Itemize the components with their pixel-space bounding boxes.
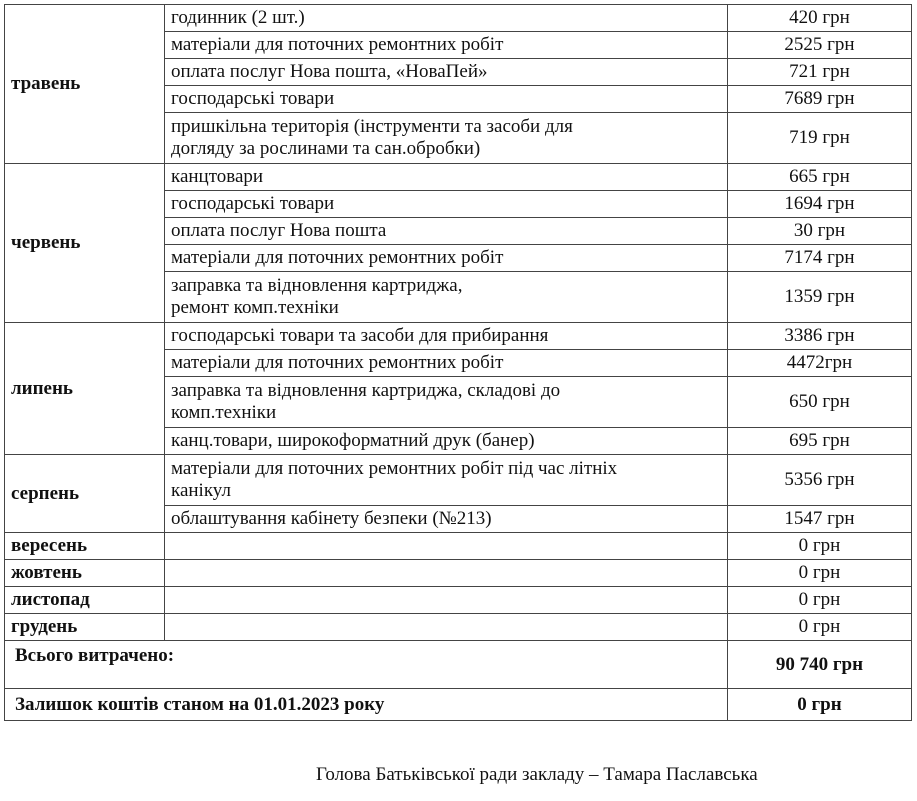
- expense-amount: 420 грн: [728, 5, 912, 32]
- month-cell: листопад: [5, 587, 165, 614]
- expense-row: [5, 323, 912, 350]
- expense-amount: 1359 грн: [728, 272, 912, 323]
- expense-item: оплата послуг Нова пошта, «НоваПей»: [165, 59, 728, 86]
- expense-row: [5, 164, 912, 191]
- expense-item: [165, 614, 728, 641]
- expense-item: годинник (2 шт.): [165, 5, 728, 32]
- expense-amount: 1547 грн: [728, 506, 912, 533]
- expense-item: заправка та відновлення картриджа, ремонт комп.техніки: [165, 272, 728, 323]
- expenses-table: [4, 4, 912, 721]
- month-cell: серпень: [5, 455, 165, 533]
- total-label: Всього витрачено:: [5, 641, 728, 689]
- expense-amount: 5356 грн: [728, 455, 912, 506]
- expense-item: облаштування кабінету безпеки (№213): [165, 506, 728, 533]
- expense-item: матеріали для поточних ремонтних робіт: [165, 32, 728, 59]
- expense-item: [165, 587, 728, 614]
- expenses-table-body: [5, 5, 912, 641]
- expense-amount: 7689 грн: [728, 86, 912, 113]
- month-cell: жовтень: [5, 560, 165, 587]
- expense-amount: 695 грн: [728, 428, 912, 455]
- expense-row: [5, 533, 912, 560]
- month-cell: вересень: [5, 533, 165, 560]
- expense-row: [5, 5, 912, 32]
- expense-amount: 0 грн: [728, 533, 912, 560]
- expense-amount: 7174 грн: [728, 245, 912, 272]
- expense-amount: 650 грн: [728, 377, 912, 428]
- expense-item: господарські товари та засоби для прибирання: [165, 323, 728, 350]
- month-cell: червень: [5, 164, 165, 323]
- expense-amount: 0 грн: [728, 587, 912, 614]
- expense-item: пришкільна територія (інструменти та засоби для догляду за рослинами та сан.обробки): [165, 113, 728, 164]
- expense-item: заправка та відновлення картриджа, складові до комп.техніки: [165, 377, 728, 428]
- expense-amount: 2525 грн: [728, 32, 912, 59]
- expense-item: канцтовари: [165, 164, 728, 191]
- expense-item: оплата послуг Нова пошта: [165, 218, 728, 245]
- balance-row: [5, 689, 912, 721]
- expense-amount: 3386 грн: [728, 323, 912, 350]
- expense-amount: 0 грн: [728, 560, 912, 587]
- expense-item: господарські товари: [165, 86, 728, 113]
- expense-amount: 0 грн: [728, 614, 912, 641]
- expense-item: матеріали для поточних ремонтних робіт: [165, 245, 728, 272]
- expense-amount: 30 грн: [728, 218, 912, 245]
- expense-item: матеріали для поточних ремонтних робіт під час літніх канікул: [165, 455, 728, 506]
- expense-amount: 4472грн: [728, 350, 912, 377]
- expense-item: [165, 533, 728, 560]
- month-cell: липень: [5, 323, 165, 455]
- expense-item: матеріали для поточних ремонтних робіт: [165, 350, 728, 377]
- expense-item: [165, 560, 728, 587]
- expense-amount: 665 грн: [728, 164, 912, 191]
- balance-label: Залишок коштів станом на 01.01.2023 року: [5, 689, 728, 721]
- expense-item: канц.товари, широкоформатний друк (банер): [165, 428, 728, 455]
- month-cell: травень: [5, 5, 165, 164]
- total-amount: 90 740 грн: [728, 641, 912, 689]
- expense-amount: 719 грн: [728, 113, 912, 164]
- expense-row: [5, 587, 912, 614]
- balance-amount: 0 грн: [728, 689, 912, 721]
- signature-line: Голова Батьківської ради закладу – Тамара Паславська: [316, 764, 758, 785]
- expense-row: [5, 455, 912, 506]
- expense-row: [5, 614, 912, 641]
- expense-row: [5, 560, 912, 587]
- expense-amount: 1694 грн: [728, 191, 912, 218]
- expense-amount: 721 грн: [728, 59, 912, 86]
- month-cell: грудень: [5, 614, 165, 641]
- total-row: [5, 641, 912, 689]
- expense-item: господарські товари: [165, 191, 728, 218]
